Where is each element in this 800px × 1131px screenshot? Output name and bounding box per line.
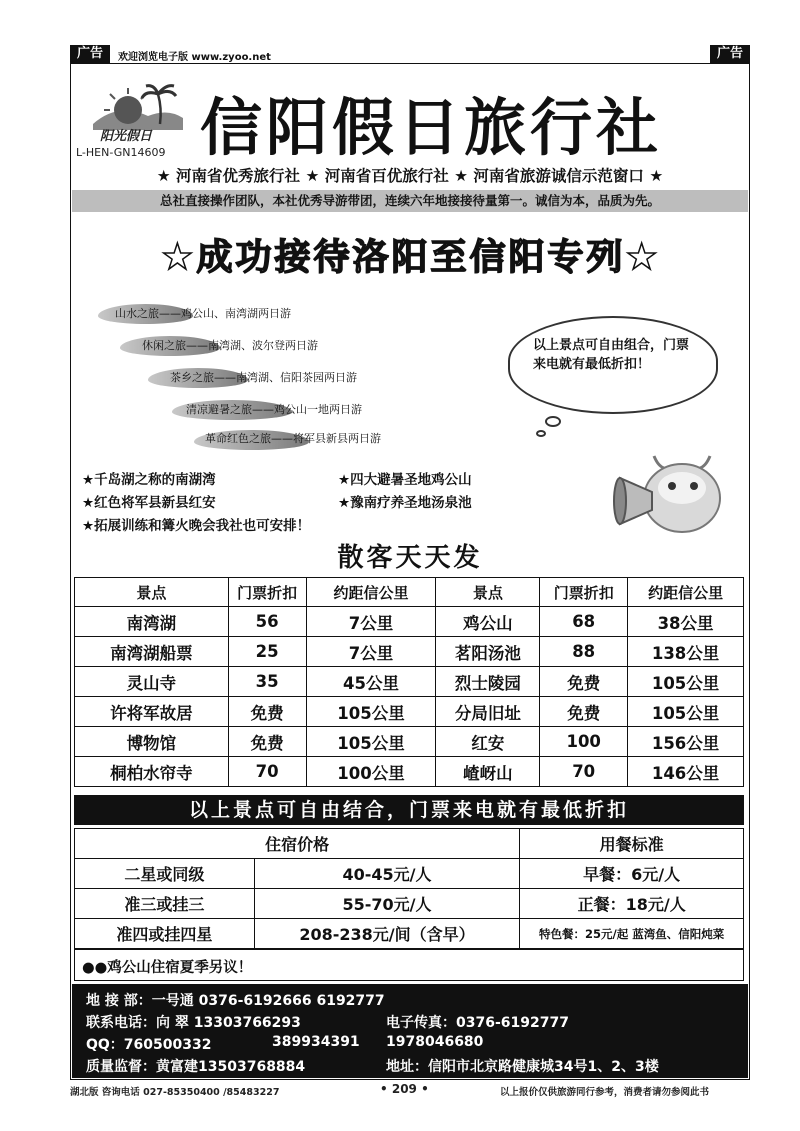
table-cell: 35: [228, 667, 306, 697]
contact-phone-line: 联系电话：向 翠 13303766293: [86, 1015, 301, 1031]
tour-item: 清凉避暑之旅——鸡公山一地两日游: [186, 403, 362, 416]
table-cell: 56: [228, 607, 306, 637]
contact-block: [72, 984, 748, 1078]
feature-item: ★四大避暑圣地鸡公山: [338, 472, 472, 488]
qq-line: QQ：760500332: [86, 1037, 212, 1053]
table-cell: 免费: [228, 727, 306, 757]
tour-item: 休闲之旅——南湾湖、波尔登两日游: [142, 339, 318, 352]
qq-number-3: 1978046680: [386, 1034, 484, 1050]
table-row: [75, 607, 744, 637]
table-cell: 45公里: [306, 667, 436, 697]
table-cell: 25: [228, 637, 306, 667]
table-cell: 免费: [540, 697, 628, 727]
table-cell: 55-70元/人: [254, 889, 520, 919]
table-cell: 特色餐：25元/起 蓝湾鱼、信阳炖菜: [520, 919, 744, 949]
table-cell: 88: [540, 637, 628, 667]
discount-banner: 以上景点可自由结合，门票来电就有最低折扣: [74, 795, 744, 825]
sun-palm-logo: [88, 82, 188, 142]
table-cell: 正餐：18元/人: [520, 889, 744, 919]
table-cell: 博物馆: [75, 727, 229, 757]
table-cell: 茗阳汤池: [436, 637, 540, 667]
table-cell: 7公里: [306, 637, 436, 667]
footer-left: 湖北版 咨询电话 027-85350400 /85483227: [70, 1087, 280, 1098]
table-cell: 南湾湖: [75, 607, 229, 637]
jigongshan-note: ●●鸡公山住宿夏季另议！: [82, 960, 253, 976]
table-row: [75, 859, 744, 889]
column-header: 门票折扣: [228, 578, 306, 607]
table-cell: 68: [540, 607, 628, 637]
table-cell: 免费: [228, 697, 306, 727]
column-header: 约距信公里: [628, 578, 744, 607]
table-header-row: [75, 829, 744, 859]
column-header: 景点: [75, 578, 229, 607]
table-cell: 105公里: [306, 727, 436, 757]
tour-item: 革命红色之旅——将军县新县两日游: [205, 432, 381, 445]
feature-item: ★豫南疗养圣地汤泉池: [338, 495, 472, 511]
table-cell: 鸡公山: [436, 607, 540, 637]
address-line: 地址：信阳市北京路健康城34号1、2、3楼: [386, 1059, 659, 1075]
table-cell: 208-238元/间（含早）: [254, 919, 520, 949]
welcome-line[interactable]: 欢迎浏览电子版 www.zyoo.net: [118, 52, 271, 63]
table-cell: 南湾湖船票: [75, 637, 229, 667]
table-row: [75, 697, 744, 727]
table-cell: 许将军故居: [75, 697, 229, 727]
table-cell: 准三或挂三: [75, 889, 255, 919]
table-cell: 100: [540, 727, 628, 757]
ad-tag-left: 广告: [70, 45, 110, 63]
logo-text: 阳光假日: [100, 129, 153, 142]
slogan-bar: 总社直接操作团队，本社优秀导游带团，连续六年地接接待量第一。诚信为本，品质为先。: [72, 190, 748, 212]
feature-item: ★拓展训练和篝火晚会我社也可安排！: [82, 518, 311, 534]
lodging-meal-table: [74, 828, 744, 949]
table-cell: 免费: [540, 667, 628, 697]
qq-number-2: 389934391: [272, 1034, 360, 1050]
table-cell: 40-45元/人: [254, 859, 520, 889]
honors-line: ★ 河南省优秀旅行社 ★ 河南省百优旅行社 ★ 河南省旅游诚信示范窗口 ★: [156, 167, 664, 185]
table-cell: 70: [228, 757, 306, 787]
feature-item: ★红色将军县新县红安: [82, 495, 216, 511]
feature-item: ★千岛湖之称的南湖湾: [82, 472, 216, 488]
table-cell: 早餐：6元/人: [520, 859, 744, 889]
license-number: L-HEN-GN14609: [76, 146, 166, 159]
table-cell: 105公里: [628, 697, 744, 727]
table-row: [75, 889, 744, 919]
table-cell: 灵山寺: [75, 667, 229, 697]
table-cell: 烈士陵园: [436, 667, 540, 697]
agency-title: 信阳假日旅行社: [200, 91, 663, 164]
table-cell: 分局旧址: [436, 697, 540, 727]
fax-line: 电子传真：0376-6192777: [386, 1015, 569, 1031]
column-header: 住宿价格: [75, 829, 520, 859]
tour-item: 山水之旅——鸡公山、南湾湖两日游: [115, 307, 291, 320]
table-cell: 70: [540, 757, 628, 787]
table-cell: 138公里: [628, 637, 744, 667]
table-row: [75, 919, 744, 949]
table-cell: 156公里: [628, 727, 744, 757]
page-number: • 209 •: [380, 1082, 429, 1096]
table-row: [75, 727, 744, 757]
table-row: [75, 667, 744, 697]
table-cell: 桐柏水帘寺: [75, 757, 229, 787]
footer-right: 以上报价仅供旅游同行参考，消费者请勿参阅此书: [500, 1087, 710, 1098]
table-cell: 二星或同级: [75, 859, 255, 889]
table-cell: 7公里: [306, 607, 436, 637]
quality-supervision-line: 质量监督：黄富建13503768884: [86, 1059, 306, 1075]
column-header: 约距信公里: [306, 578, 436, 607]
table-cell: 105公里: [628, 667, 744, 697]
table-header-row: [75, 578, 744, 607]
ground-dept-line: 地 接 部：一号通 0376-6192666 6192777: [86, 993, 385, 1009]
table-cell: 38公里: [628, 607, 744, 637]
table-cell: 准四或挂四星: [75, 919, 255, 949]
attractions-table: [74, 577, 744, 787]
column-header: 景点: [436, 578, 540, 607]
bubble-tail-dot: [536, 430, 546, 437]
table-cell: 红安: [436, 727, 540, 757]
table-cell: 100公里: [306, 757, 436, 787]
special-train-headline: ★成功接待洛阳至信阳专列★: [161, 237, 661, 278]
table-cell: 105公里: [306, 697, 436, 727]
table-row: [75, 757, 744, 787]
table-row: [75, 637, 744, 667]
bubble-text: 以上景点可自由组合，门票来电就有最低折扣！: [533, 338, 690, 372]
table-cell: 146公里: [628, 757, 744, 787]
megaphone-mascot-icon: [612, 448, 732, 538]
table-cell: 嵖岈山: [436, 757, 540, 787]
column-header: 门票折扣: [540, 578, 628, 607]
tour-item: 茶乡之旅——南湾湖、信阳茶园两日游: [170, 371, 357, 384]
ad-tag-right: 广告: [710, 45, 750, 63]
column-header: 用餐标准: [520, 829, 744, 859]
bubble-tail-dot: [545, 416, 561, 427]
daily-departure-title: 散客天天发: [337, 543, 483, 573]
